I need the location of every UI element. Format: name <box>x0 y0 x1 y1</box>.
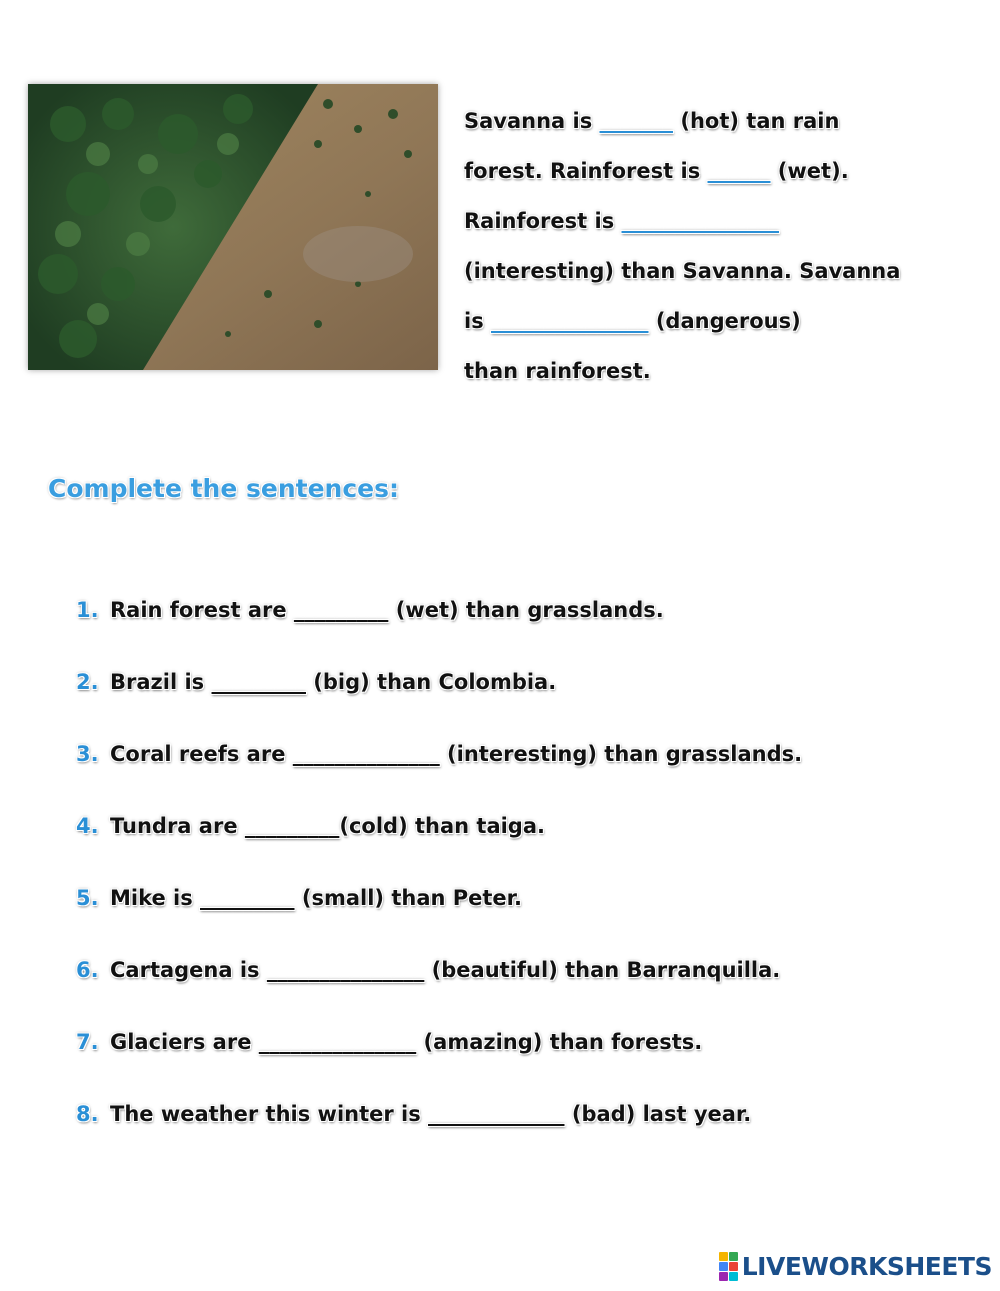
liveworksheets-logo[interactable] <box>719 1252 992 1281</box>
list-item <box>76 1030 976 1102</box>
sentence-text[interactable]: The weather this winter is _____________ (bad) last year. <box>110 1102 752 1126</box>
logo-blocks-icon <box>719 1252 738 1281</box>
item-number: 6. <box>76 958 99 982</box>
intro-paragraph <box>464 96 944 396</box>
sentence-text[interactable]: Brazil is _________ (big) than Colombia. <box>110 670 557 694</box>
item-number: 5. <box>76 886 99 910</box>
intro-line-5 <box>464 296 944 346</box>
list-item <box>76 958 976 1030</box>
answer-blank[interactable]: _______________ <box>621 209 780 233</box>
answer-blank[interactable]: _______ <box>599 109 674 133</box>
logo-text: LIVEWORKSHEETS <box>741 1252 992 1281</box>
intro-text: (hot) tan rain <box>673 109 840 133</box>
intro-line-1 <box>464 96 944 146</box>
intro-line-4 <box>464 246 944 296</box>
intro-text: (wet). <box>770 159 849 183</box>
list-item <box>76 1102 976 1174</box>
item-number: 2. <box>76 670 99 694</box>
list-item <box>76 742 976 814</box>
intro-line-2 <box>464 146 944 196</box>
intro-text: forest. Rainforest is <box>464 159 708 183</box>
list-item <box>76 886 976 958</box>
list-item <box>76 670 976 742</box>
answer-blank[interactable]: ______ <box>707 159 771 183</box>
sentence-list <box>76 598 976 1174</box>
list-item <box>76 814 976 886</box>
intro-text: (interesting) than Savanna. Savanna <box>464 259 901 283</box>
section-heading: Complete the sentences: <box>48 474 400 503</box>
intro-text: is <box>464 309 492 333</box>
sentence-text[interactable]: Rain forest are _________ (wet) than grasslands. <box>110 598 664 622</box>
item-number: 7. <box>76 1030 99 1054</box>
rainforest-savanna-photo <box>28 84 438 370</box>
item-number: 4. <box>76 814 99 838</box>
intro-line-3 <box>464 196 944 246</box>
intro-text: Savanna is <box>464 109 600 133</box>
intro-text: (dangerous) <box>648 309 801 333</box>
intro-text: than rainforest. <box>464 359 651 383</box>
sentence-text[interactable]: Cartagena is _______________ (beautiful) than Barranquilla. <box>110 958 781 982</box>
sentence-text[interactable]: Coral reefs are ______________ (interesting) than grasslands. <box>110 742 803 766</box>
item-number: 3. <box>76 742 99 766</box>
intro-text: Rainforest is <box>464 209 622 233</box>
sentence-text[interactable]: Glaciers are _______________ (amazing) than forests. <box>110 1030 703 1054</box>
item-number: 1. <box>76 598 99 622</box>
list-item <box>76 598 976 670</box>
sentence-text[interactable]: Tundra are _________(cold) than taiga. <box>110 814 545 838</box>
item-number: 8. <box>76 1102 99 1126</box>
photo-illustration <box>28 84 438 370</box>
answer-blank[interactable]: _______________ <box>491 309 649 333</box>
sentence-text[interactable]: Mike is _________ (small) than Peter. <box>110 886 523 910</box>
intro-line-6 <box>464 346 944 396</box>
